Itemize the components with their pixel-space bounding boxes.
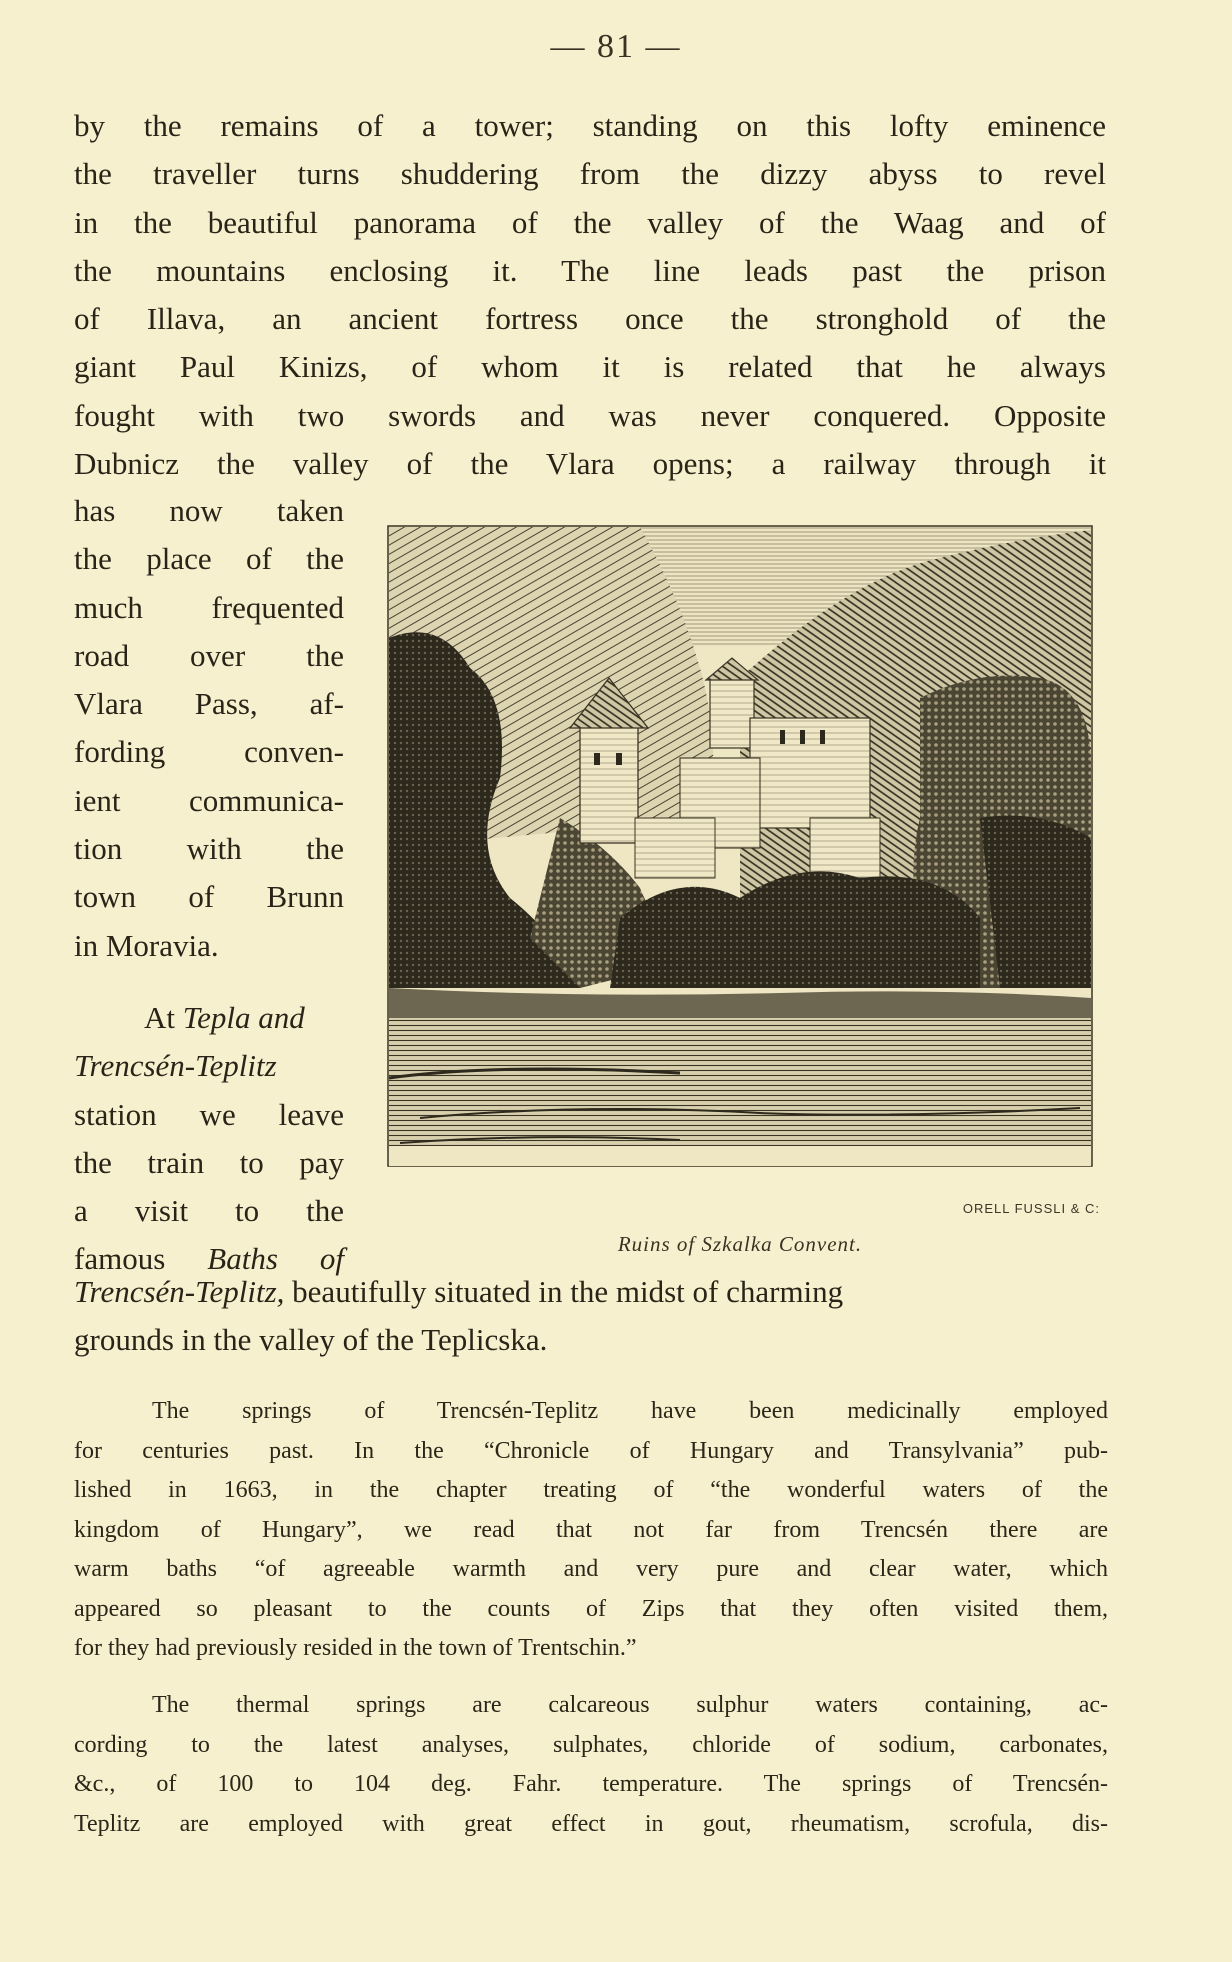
text-line: road over the xyxy=(74,637,344,673)
text-run: beautifully situated in the midst of charming xyxy=(292,1274,844,1309)
text-line: in Moravia. xyxy=(74,927,219,963)
text-line: the train to pay xyxy=(74,1144,344,1180)
text-line: a visit to the xyxy=(74,1193,344,1229)
convent-engraving xyxy=(380,518,1100,1216)
text-line: cording to the latest analyses, sulphates, chloride of sodium, carbonates, xyxy=(74,1731,1108,1758)
text-line: station we leave xyxy=(74,1096,344,1132)
wrapped-text-column xyxy=(74,487,344,1284)
text-line: tion with the xyxy=(74,831,344,867)
text-line: grounds in the valley of the Teplicska. xyxy=(74,1322,548,1358)
text-line: the traveller turns shuddering from the dizzy abyss to revel xyxy=(74,156,1106,192)
text-line: in the beautiful panorama of the valley of the Waag and of xyxy=(74,204,1106,240)
paragraph-springs xyxy=(74,1686,1108,1844)
text-line: fording conven- xyxy=(74,734,344,770)
text-line: warm baths “of agreeable warmth and very pure and clear water, which xyxy=(74,1556,1108,1582)
text-line: by the remains of a tower; standing on this lofty eminence xyxy=(74,108,1106,143)
place-name: Tepla and xyxy=(182,999,305,1035)
text-line: Vlara Pass, af- xyxy=(74,686,344,722)
text-line: appeared so pleasant to the counts of Zips that they often visited them, xyxy=(74,1595,1108,1622)
engraving-illustration xyxy=(380,518,1100,1216)
text-line: the place of the xyxy=(74,541,344,577)
text-line: Dubnicz the valley of the Vlara opens; a railway through it xyxy=(74,446,1106,482)
text-line: of Illava, an ancient fortress once the stronghold of the xyxy=(74,301,1106,337)
figure-caption: Ruins of Szkalka Convent. xyxy=(617,1232,863,1256)
text-line: much frequented xyxy=(74,589,344,625)
text-line: town of Brunn xyxy=(74,879,344,915)
text-run: At xyxy=(144,999,175,1035)
place-name: Trencsén-Teplitz xyxy=(74,1048,277,1084)
text-line xyxy=(74,994,344,1042)
text-line: ient communica- xyxy=(74,782,344,818)
text-line: Teplitz are employed with great effect in gout, rheumatism, scrofula, dis- xyxy=(74,1810,1108,1837)
text-line xyxy=(74,1268,1106,1316)
place-name: Trencsén-Teplitz, xyxy=(74,1274,285,1309)
text-line: lished in 1663, in the chapter treating of “the wonderful waters of the xyxy=(74,1477,1108,1503)
continuation-text xyxy=(74,1268,1106,1365)
intro-paragraph xyxy=(74,102,1106,488)
text-line: has now taken xyxy=(74,493,344,528)
text-line: fought with two swords and was never conquered. Opposite xyxy=(74,397,1106,433)
text-line: the mountains enclosing it. The line leads past the prison xyxy=(74,252,1106,288)
text-line: for they had previously resided in the town of Trentschin.” xyxy=(74,1635,637,1661)
text-line: &c., of 100 to 104 deg. Fahr. temperature. The springs of Trencsén- xyxy=(74,1771,1108,1797)
text-run: famous xyxy=(74,1241,166,1277)
emphasis: Baths of xyxy=(207,1241,344,1277)
text-line: kingdom of Hungary”, we read that not far from Trencsén there are xyxy=(74,1516,1108,1543)
text-line: for centuries past. In the “Chronicle of Hungary and Transylvania” pub- xyxy=(74,1437,1108,1464)
text-line: The springs of Trencsén-Teplitz have been medicinally employed xyxy=(152,1398,1108,1424)
text-line: giant Paul Kinizs, of whom it is related that he always xyxy=(74,349,1106,385)
text-line: The thermal springs are calcareous sulphur waters containing, ac- xyxy=(152,1692,1108,1718)
paragraph-history xyxy=(74,1392,1108,1669)
engraver-signature: ORELL FUSSLI & C: xyxy=(962,1201,1100,1216)
page-number: — 81 — xyxy=(550,28,682,65)
